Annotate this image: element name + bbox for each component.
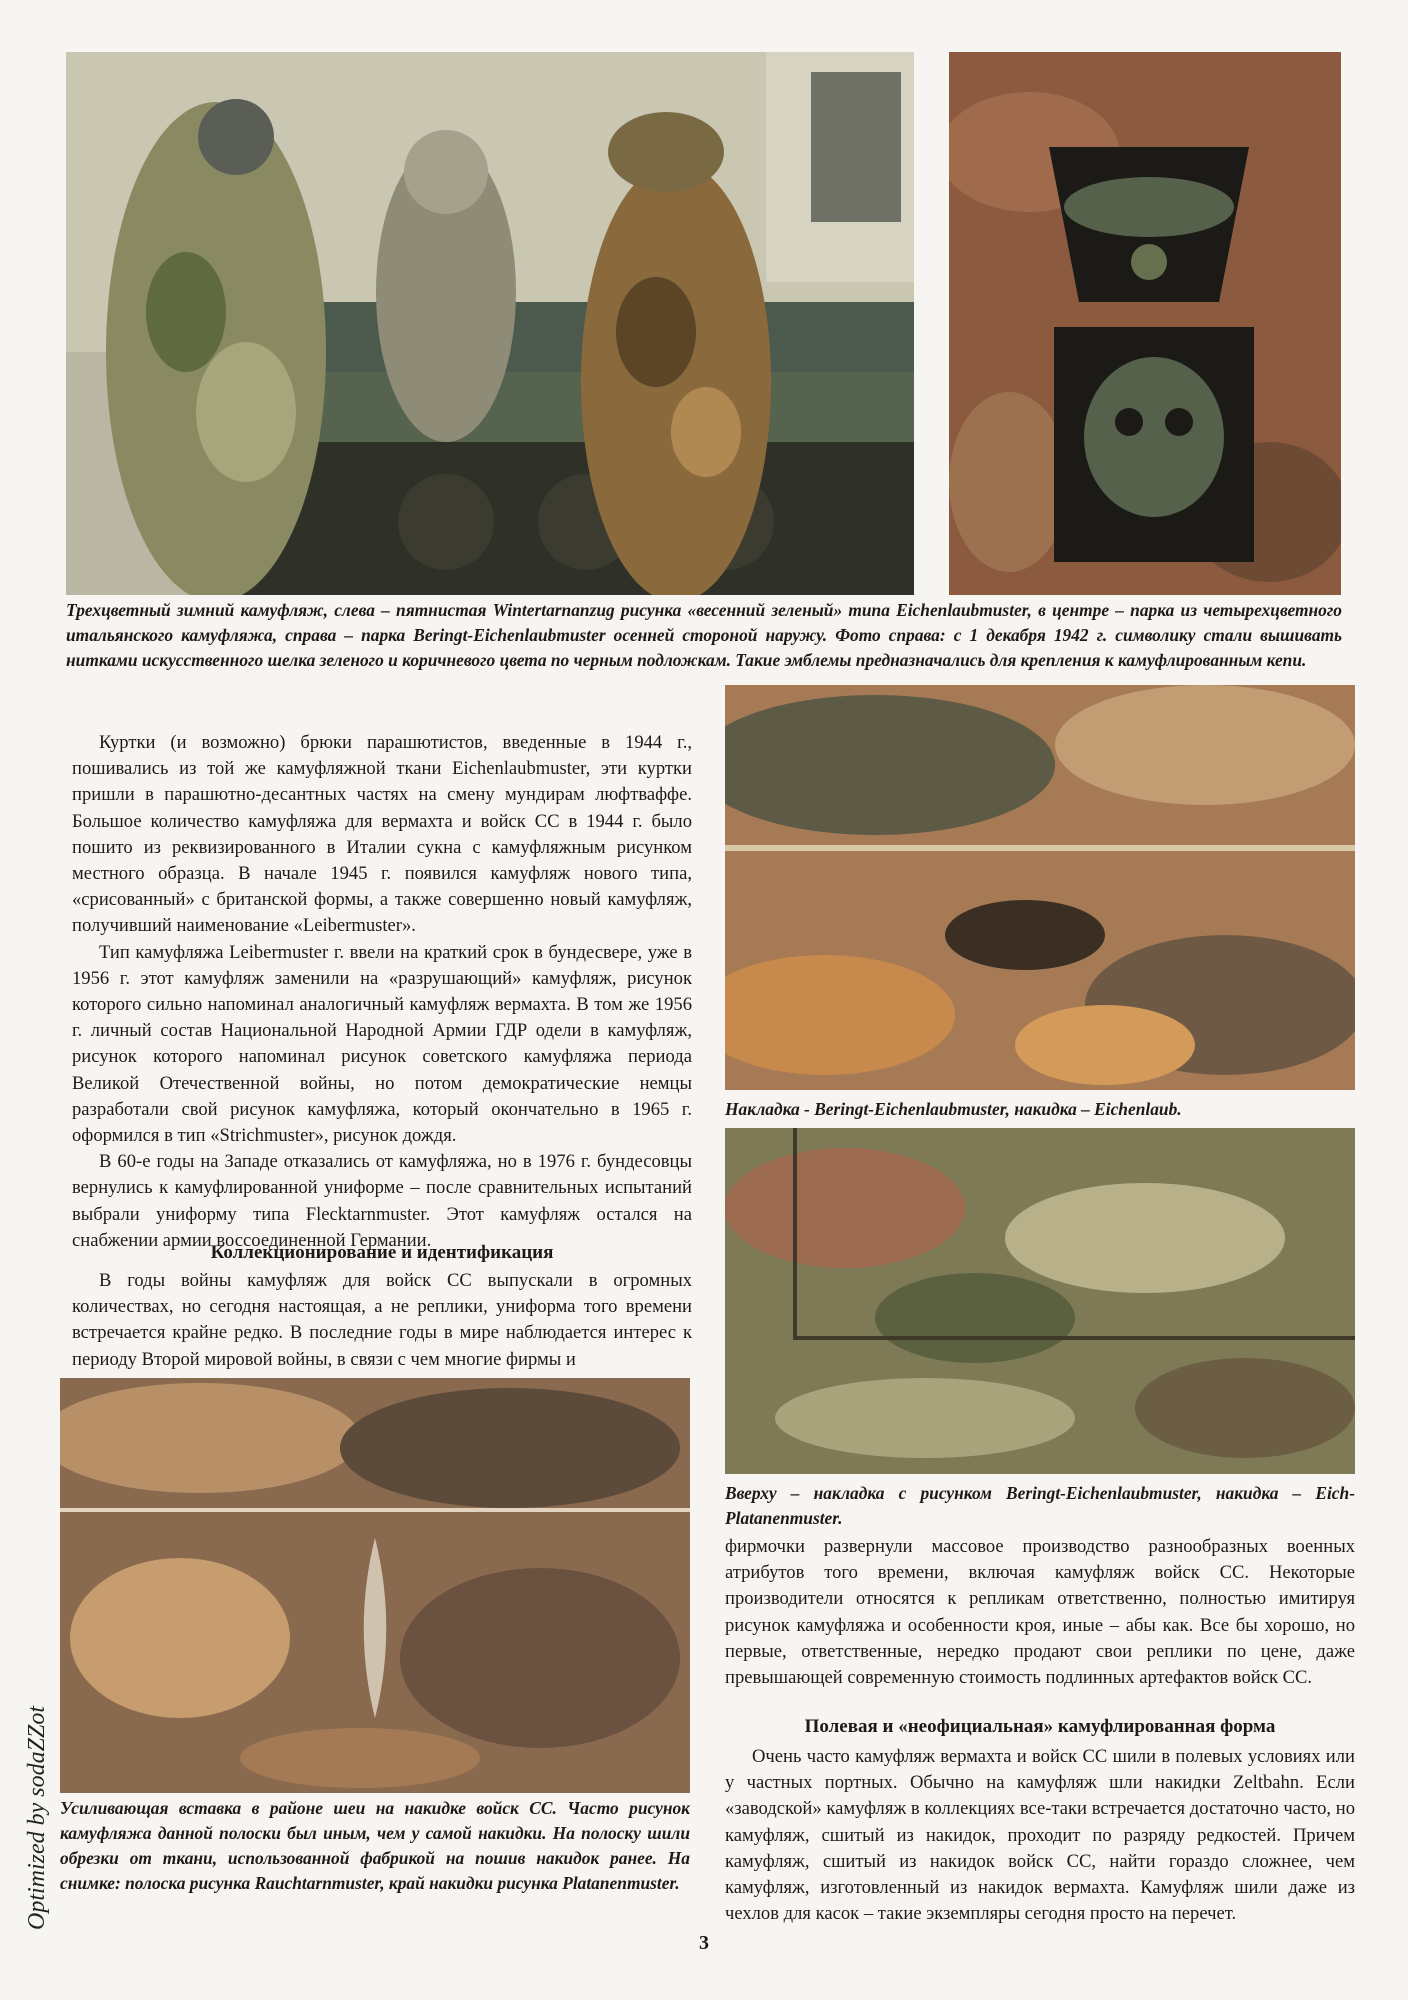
body-left-lower — [72, 1268, 692, 1373]
body-right-lower — [725, 1744, 1355, 1927]
paragraph: В 60-е годы на Западе отказались от камуфляжа, но в 1976 г. бундесовцы вернулись к камуфлированной униформе – после сравнительных испытаний выбрали униформу типа Flecktarnmuster. Этот камуфляж остался на снабжении армии воссоединенной Германии. — [72, 1151, 692, 1251]
photo-soldiers-halftrack — [66, 52, 914, 595]
section-heading-field-uniform: Полевая и «неофициальная» камуфлированная форма — [804, 1716, 1276, 1737]
paragraph: Куртки (и возможно) брюки парашютистов, введенные в 1944 г., пошивались из той же камуфляжной ткани Eichenlaubmuster, эти куртки пришли в парашютно-десантных частях на смену мундирам люфтваффе. Большое количество камуфляжа для вермахта и войск СС в 1944 г. было пошито из реквизированного в Италии сукна с камуфляжным рисунком местного образца. В начале 1945 г. появился камуфляж нового типа, «срисованный» с британской формы, а также совершенно новый камуфляж, получивший наименование «Leibermuster». — [72, 732, 692, 937]
caption-lower-right: Вверху – накладка с рисунком Beringt-Eichenlaubmuster, накидка – Eich-Platanenmuster. — [725, 1483, 1355, 1528]
photo-cap-emblems — [949, 52, 1341, 595]
photo-neck-insert — [60, 1378, 690, 1793]
photo-eichenlaub-tab — [725, 685, 1355, 1090]
section-heading-collecting: Коллекционирование и идентификация — [210, 1242, 554, 1263]
body-right-upper — [725, 1534, 1355, 1691]
page-number: 3 — [699, 1932, 709, 1954]
paragraph: фирмочки развернули массовое производство разнообразных военных атрибутов того времени, включая камуфляж войск СС. Некоторые производители относятся к репликам ответственно, полностью имитируя рисунок камуфляжа и особенности кроя, иные – абы как. Все бы хорошо, но первые, ответственные, нередко продают свои реплики по цене, даже превышающей современную стоимость подлинных артефактов войск СС. — [725, 1536, 1355, 1689]
paragraph: В годы войны камуфляж для войск СС выпускали в огромных количествах, но сегодня настоящая, а не реплики, униформа того времени встречается крайне редко. В последние годы в мире наблюдается интерес к периоду Второй мировой войны, в связи с чем многие фирмы и — [72, 1270, 692, 1370]
photo-eich-platanen — [725, 1128, 1355, 1474]
paragraph: Тип камуфляжа Leibermuster г. ввели на краткий срок в бундесвере, уже в 1956 г. этот камуфляж заменили на «разрушающий» камуфляж, рисунок которого сильно напоминал аналогичный камуфляж вермахта. В том же 1956 г. личный состав Национальной Народной Армии ГДР одели в камуфляж, рисунок которого напоминал рисунок советского камуфляжа периода Великой Отечественной войны, но потом демократические немцы разработали свой рисунок камуфляжа, который окончательно в 1965 г. оформился в тип «Strichmuster», рисунок дождя. — [72, 941, 692, 1147]
caption-top: Трехцветный зимний камуфляж, слева – пятнистая Wintertarnanzug рисунка «весенний зеленый» типа Eichenlaubmuster, в центре – парка из четырехцветного итальянского камуфляжа, справа – парка Beringt-Eichenlaubmuster осенней стороной наружу. Фото справа: с 1 декабря 1942 г. символику стали вышивать нитками искусственного шелка зеленого и коричневого цвета по черным подложкам. Такие эмблемы предназначались для крепления к камуфлированным кепи. — [66, 600, 1342, 670]
caption-mid-right: Накладка - Beringt-Eichenlaubmuster, накидка – Eichenlaub. — [725, 1099, 1182, 1119]
body-left-upper — [72, 730, 692, 1254]
watermark: Optimized by sodaZZot — [24, 1705, 50, 1930]
caption-bottom-left: Усиливающая вставка в районе шеи на накидке войск СС. Часто рисунок камуфляжа данной полоски был иным, чем у самой накидки. На полоску шили обрезки от ткани, использованной фабрикой на пошив накидок ранее. На снимке: полоска рисунка Rauchtarnmuster, край накидки рисунка Platanenmuster. — [60, 1798, 690, 1893]
paragraph: Очень часто камуфляж вермахта и войск СС шили в полевых условиях или у частных портных. Обычно на камуфляж шли накидки Zeltbahn. Если «заводской» камуфляж в коллекциях все-таки встречается достаточно часто, но камуфляж, сшитый из накидок, проходит по разряду редкостей. Причем камуфляж, сшитый из накидок войск СС, найти гораздо сложнее, чем камуфляж, изготовленный из накидок вермахта. Камуфляж шили даже из чехлов для касок – такие экземпляры сегодня просто на перечет. — [725, 1746, 1355, 1925]
